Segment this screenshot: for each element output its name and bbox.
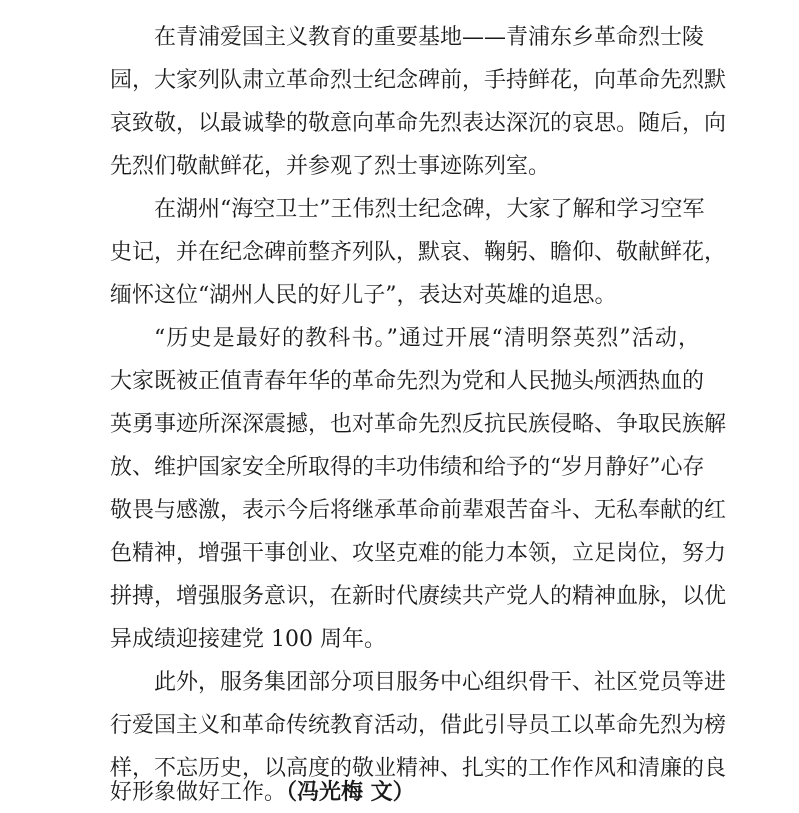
paragraph-2-line-1: 在湖州“海空卫士”王伟烈士纪念碑，大家了解和学习空军 — [154, 197, 705, 222]
paragraph-4-line-4 — [110, 772, 700, 812]
paragraph-3-line-7: 拼搏，增强服务意识，在新时代赓续共产党人的精神血脉，以优 — [110, 584, 727, 609]
paragraph-3-line-3: 英勇事迹所深深震撼，也对革命先烈反抗民族侵略、争取民族解 — [110, 412, 727, 437]
paragraph-2-line-3: 缅怀这位“湖州人民的好儿子”，表达对英雄的追思。 — [110, 283, 617, 308]
paragraph-4-line-3: 样，不忘历史，以高度的敬业精神、扎实的工作作风和清廉的良 — [110, 756, 727, 781]
paragraph-3-line-5: 敬畏与感激，表示今后将继承革命前辈艰苦奋斗、无私奉献的红 — [110, 498, 727, 523]
paragraph-1-line-2: 园，大家列队肃立革命烈士纪念碑前，手持鲜花，向革命先烈默 — [110, 68, 727, 93]
paragraph-3-line-8: 异成绩迎接建党 100 周年。 — [110, 627, 386, 652]
paragraph-3-line-2: 大家既被正值青春年华的革命先烈为党和人民抛头颅洒热血的 — [110, 369, 705, 394]
paragraph-4-line-2: 行爱国主义和革命传统教育活动，借此引导员工以革命先烈为榜 — [110, 713, 727, 738]
paragraph-3-line-4: 放、维护国家安全所取得的丰功伟绩和给予的“岁月静好”心存 — [110, 455, 705, 480]
paragraph-3-line-6: 色精神，增强干事创业、攻坚克难的能力本领，立足岗位，努力 — [110, 541, 727, 566]
paragraph-3-line-1: “历史是最好的教科书。”通过开展“清明祭英烈”活动， — [154, 326, 700, 351]
author-credit: （冯光梅 文） — [286, 779, 415, 805]
paragraph-1-line-3: 哀致敬，以最诚挚的敬意向革命先烈表达深沉的哀思。随后，向 — [110, 111, 727, 136]
paragraph-1-line-4: 先烈们敬献鲜花，并参观了烈士事迹陈列室。 — [110, 154, 551, 179]
paragraph-2-line-2: 史记，并在纪念碑前整齐列队，默哀、鞠躬、瞻仰、敬献鲜花， — [110, 240, 727, 265]
paragraph-1-line-1: 在青浦爱国主义教育的重要基地——青浦东乡革命烈士陵 — [154, 25, 705, 50]
paragraph-4-line-4-text: 好形象做好工作。 — [110, 780, 287, 805]
paragraph-4-line-1: 此外，服务集团部分项目服务中心组织骨干、社区党员等进 — [154, 670, 727, 695]
